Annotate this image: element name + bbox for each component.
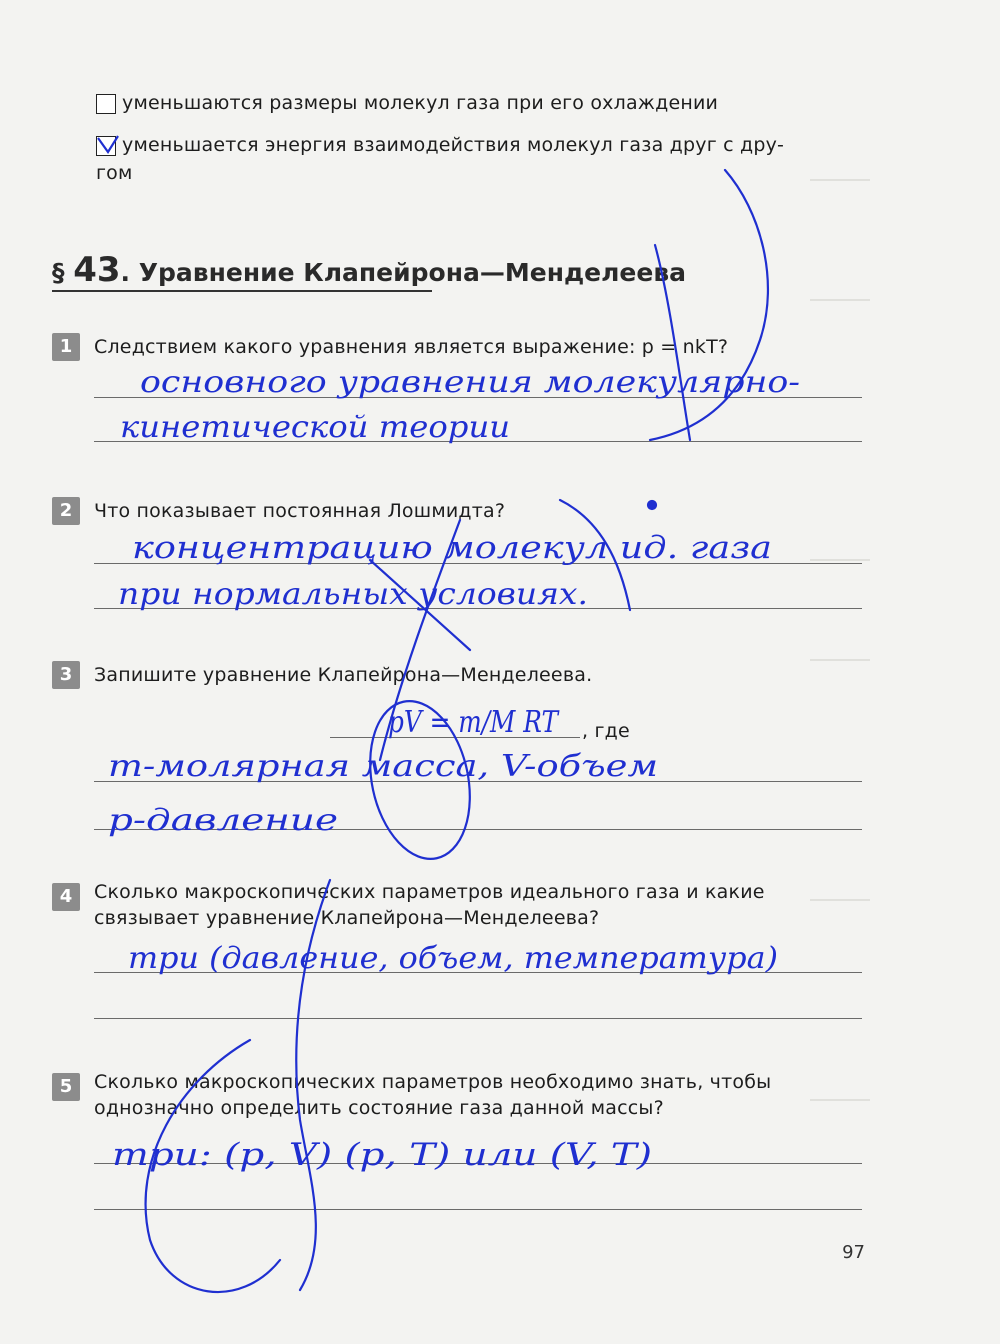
answer-line bbox=[94, 972, 862, 973]
question-4-text-line1: Сколько макроскопических параметров идеального газа и какие bbox=[94, 881, 765, 903]
scribble-stroke bbox=[380, 520, 460, 760]
section-number: 43 bbox=[73, 250, 121, 290]
answer-line bbox=[94, 1209, 862, 1210]
handwritten-answer-4: три (давление, объем, температура) bbox=[128, 941, 778, 976]
question-number-1: 1 bbox=[52, 333, 80, 361]
question-3-suffix: , где bbox=[582, 720, 630, 742]
option-checkbox-2[interactable] bbox=[96, 136, 116, 156]
handwritten-answer-1b: кинетической теории bbox=[120, 410, 510, 445]
handwritten-answer-2b: при нормальных условиях. bbox=[118, 577, 588, 612]
question-3-text: Запишите уравнение Клапейрона—Менделеева. bbox=[94, 664, 593, 686]
option-text-1: уменьшаются размеры молекул газа при его охлаждении bbox=[122, 92, 719, 114]
question-1-text: Следствием какого уравнения является выражение: p = nkT? bbox=[94, 336, 729, 358]
question-number-2: 2 bbox=[52, 497, 80, 525]
answer-line bbox=[94, 441, 862, 442]
question-number-3: 3 bbox=[52, 661, 80, 689]
formula-line bbox=[330, 737, 580, 738]
answer-line bbox=[94, 829, 862, 830]
section-title-text: . Уравнение Клапейрона—Менделеева bbox=[120, 258, 687, 287]
section-symbol: § bbox=[52, 258, 65, 287]
option-text-2-continued: гом bbox=[96, 162, 133, 184]
question-number-5: 5 bbox=[52, 1073, 80, 1101]
answer-line bbox=[94, 397, 862, 398]
option-checkbox-1[interactable] bbox=[96, 94, 116, 114]
handwritten-answer-3b: p-давление bbox=[108, 803, 338, 838]
question-2-text: Что показывает постоянная Лошмидта? bbox=[94, 500, 506, 522]
answer-line bbox=[94, 1163, 862, 1164]
handwritten-answer-1a: основного уравнения молекулярно- bbox=[140, 365, 801, 400]
scribble-stroke bbox=[560, 500, 630, 610]
scribble-oval bbox=[356, 692, 483, 868]
handwritten-answer-2a: концентрацию молекул ид. газа bbox=[132, 530, 772, 566]
scribble-stroke bbox=[370, 560, 470, 650]
handwritten-answer-3a: m-молярная масса, V-объем bbox=[108, 749, 658, 784]
answer-line bbox=[94, 563, 862, 564]
handwritten-answer-5: три: (p, V) (p, T) или (V, T) bbox=[112, 1137, 652, 1173]
option-text-2: уменьшается энергия взаимодействия молекул газа друг с дру- bbox=[122, 134, 785, 156]
question-5-text-line2: однозначно определить состояние газа данной массы? bbox=[94, 1097, 664, 1119]
answer-line bbox=[94, 608, 862, 609]
ink-dot bbox=[648, 501, 656, 509]
page-number: 97 bbox=[842, 1242, 865, 1263]
question-number-4: 4 bbox=[52, 883, 80, 911]
scribble-stroke bbox=[650, 170, 768, 440]
question-4-text-line2: связывает уравнение Клапейрона—Менделеева? bbox=[94, 907, 600, 929]
answer-line bbox=[94, 781, 862, 782]
handwritten-formula: pV = m/M RT bbox=[388, 705, 560, 740]
answer-line bbox=[94, 1018, 862, 1019]
question-5-text-line1: Сколько макроскопических параметров необходимо знать, чтобы bbox=[94, 1071, 772, 1093]
section-underline bbox=[52, 290, 432, 292]
section-title bbox=[52, 250, 686, 290]
